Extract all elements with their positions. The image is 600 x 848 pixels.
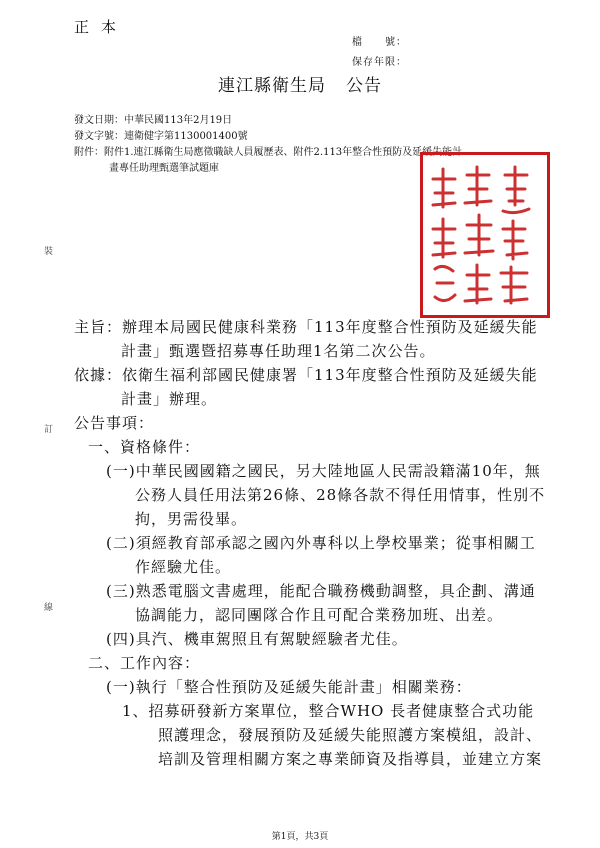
document-type: 公告 — [346, 76, 382, 96]
margin-mark-line: 線 — [44, 603, 54, 613]
qualification-4-line-1: (四)具汽、機車駕照且有駕駛經驗者尤佳。 — [106, 630, 408, 648]
subject-line-1: 主旨：辦理本局國民健康科業務「113年度整合性預防及延緩失能 — [74, 318, 538, 336]
section-1-heading: 一、資格條件： — [88, 438, 201, 456]
page-number: 第1頁，共3頁 — [271, 832, 329, 842]
basis-line-1: 依據：依衛生福利部國民健康署「113年度整合性預防及延緩失能 — [74, 366, 538, 384]
document-title — [0, 71, 600, 96]
official-seal — [420, 152, 550, 318]
attachment-line-2: 畫專任助理甄選筆試題庫 — [109, 163, 219, 174]
issue-number: 發文字號：連衛健字第1130001400號 — [74, 131, 248, 142]
basis-line-2: 計畫」辦理。 — [121, 390, 218, 408]
qualification-1-line-1: (一)中華民國國籍之國民，另大陸地區人民需設籍滿10年，無 — [106, 462, 541, 480]
margin-mark-stitch: 訂 — [44, 425, 54, 435]
qualification-3-line-1: (三)熟悉電腦文書處理，能配合職務機動調整，具企劃、溝通 — [106, 582, 536, 600]
section-2-heading: 二、工作內容： — [88, 654, 201, 672]
work-item-1-1-line-2: 照護理念，發展預防及延緩失能照護方案模組，設計、 — [158, 726, 543, 744]
copy-label: 正本 — [74, 18, 129, 36]
qualification-1-line-2: 公務人員任用法第26條、28條各款不得任用情事，性別不 — [135, 486, 546, 504]
work-item-1-1-line-1: 1、招募研發新方案單位，整合WHO 長者健康整合式功能 — [122, 702, 535, 720]
qualification-2-line-2: 作經驗尤佳。 — [135, 558, 232, 576]
retention-label: 保存年限： — [352, 57, 407, 68]
seal-stamp-icon — [423, 155, 547, 315]
subject-line-2: 計畫」甄選暨招募專任助理1名第二次公告。 — [121, 342, 436, 360]
margin-mark-bind: 裝 — [44, 247, 54, 257]
work-item-1: (一)執行「整合性預防及延緩失能計畫」相關業務： — [106, 678, 472, 696]
items-heading: 公告事項： — [74, 414, 155, 432]
attachment-line-1: 附件：附件1.連江縣衛生局應徵職缺人員履歷表、附件2.113年整合性預防及延緩失能計 — [74, 147, 463, 158]
issue-date: 發文日期：中華民國113年2月19日 — [74, 115, 233, 126]
qualification-2-line-1: (二)須經教育部承認之國內外專科以上學校畢業；從事相關工 — [106, 534, 536, 552]
qualification-3-line-2: 協調能力，認同團隊合作且可配合業務加班、出差。 — [135, 606, 504, 624]
work-item-1-1-line-3: 培訓及管理相關方案之專業師資及指導員，並建立方案 — [158, 750, 543, 768]
agency-name: 連江縣衛生局 — [218, 76, 326, 96]
qualification-1-line-3: 拘，男需役畢。 — [135, 510, 248, 528]
file-number-label: 檔 號： — [352, 37, 407, 48]
